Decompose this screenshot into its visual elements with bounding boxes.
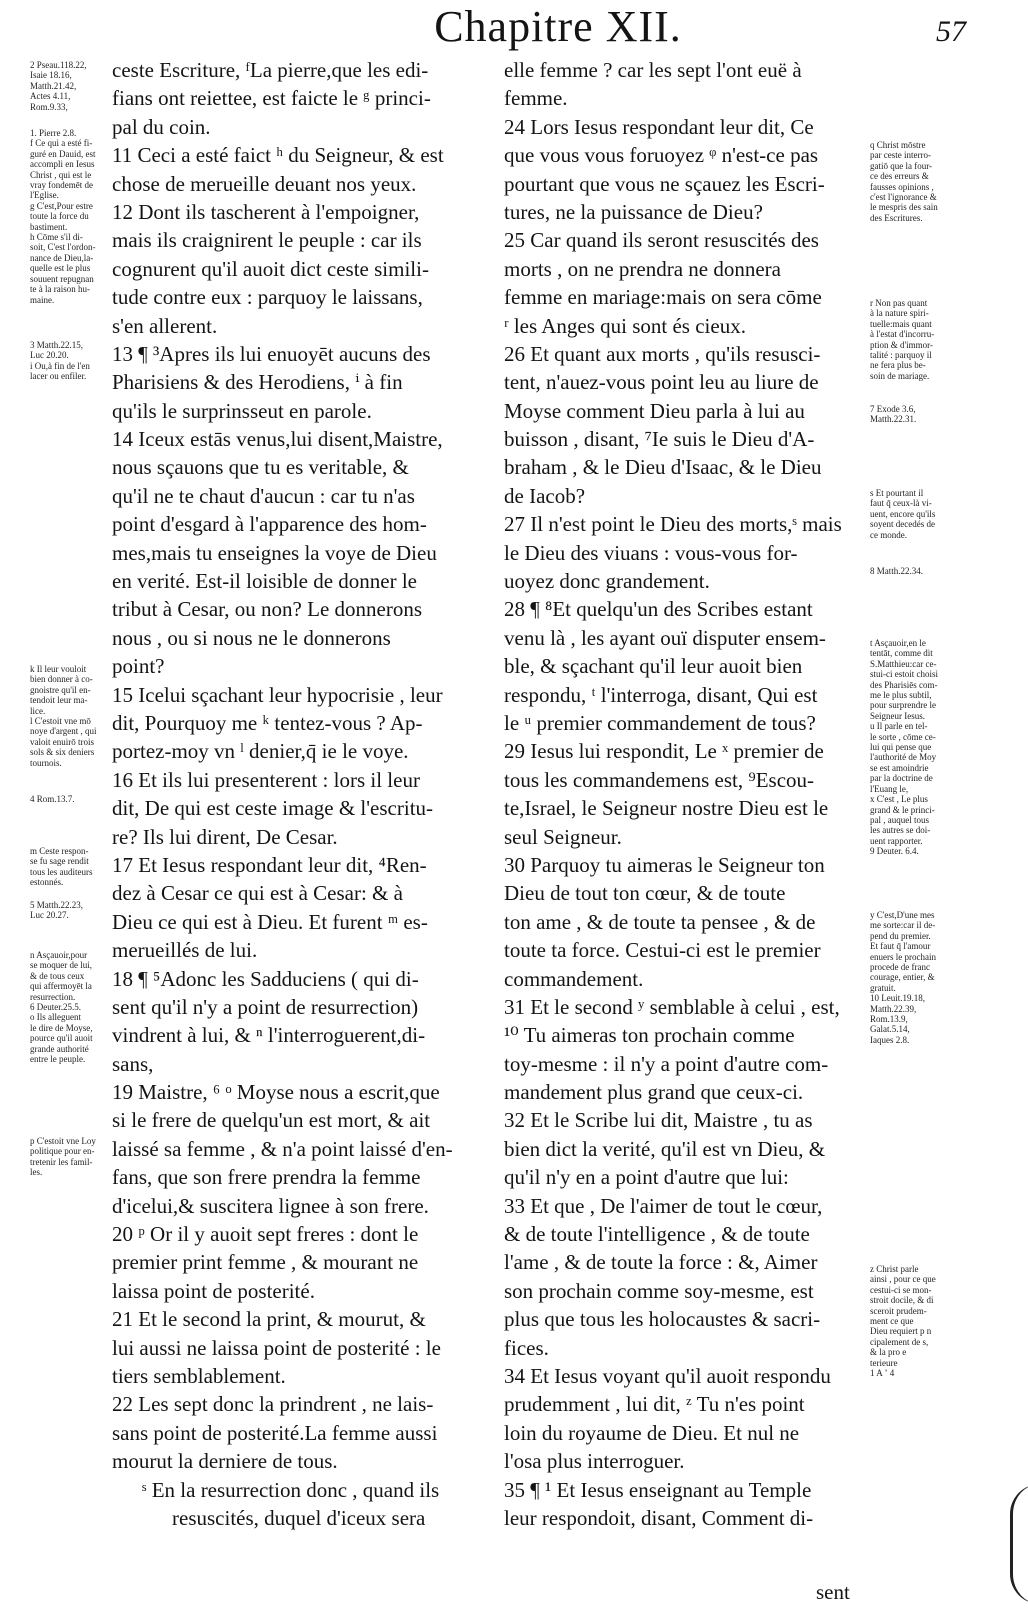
text-line: 16 Et ils lui presenterent : lors il leur [112, 767, 420, 792]
margin-note: n Asçauoir,pour se moquer de lui, & de tous ceux qui affermoyēt la resurrection. 6 Deuter.25.5. o Ils alleguent le dire de Moyse, pource qu'il auoit grande authorité entre le peuple. [30, 950, 93, 1065]
margin-note: m Ceste respon- se fu sage rendit tous les auditeurs estonnés. [30, 846, 93, 888]
text-line: pourtant que vous ne sçauez les Escri- [504, 171, 825, 196]
text-line: tiers semblablement. [112, 1363, 286, 1388]
text-line: vindrent à lui, & ⁿ l'interroguerent,di- [112, 1023, 426, 1048]
text-line: 13 ¶ ³Apres ils lui enuoyēt aucuns des [112, 341, 431, 366]
text-line: 12 Dont ils tascherent à l'empoigner, [112, 199, 420, 224]
text-line: 21 Et le second la print, & mourut, & [112, 1307, 426, 1332]
text-line: sans point de posterité.La femme aussi [112, 1420, 438, 1445]
text-line: braham , & le Dieu d'Isaac, & le Dieu [504, 455, 822, 480]
margin-note: 1. Pierre 2.8. f Ce qui a esté fi- guré en Dauid, est accompli en Iesus Christ , qui est le vray fondemēt de l'Eglise. g C'est,Pour estre toute la force du bastiment. h Cōme s'il di- soit, C'est l'ordon- nance de Dieu,la- quelle est le plus souuent repugnan te à la raison hu- maine. [30, 128, 96, 305]
text-line: 19 Maistre, ⁶ ᵒ Moyse nous a escrit,que [112, 1080, 440, 1105]
text-line: dit, De qui est ceste image & l'escritu- [112, 796, 434, 821]
text-line: ble, & sçachant qu'il leur auoit bien [504, 654, 803, 679]
text-line: qu'il n'y en a point d'autre que lui: [504, 1165, 789, 1190]
text-line: 30 Parquoy tu aimeras le Seigneur ton [504, 852, 825, 877]
text-line: 17 Et Iesus respondant leur dit, ⁴Ren- [112, 852, 427, 877]
text-line: femme. [504, 86, 568, 111]
text-line: point? [112, 654, 165, 679]
margin-note: p C'estoit vne Loy politique pour en- tretenir les famil- les. [30, 1136, 96, 1178]
text-line: Pharisiens & des Herodiens, ⁱ à fin [112, 370, 403, 395]
text-line: ¹⁰ Tu aimeras ton prochain comme [504, 1023, 795, 1048]
text-line: son prochain comme soy-mesme, est [504, 1278, 814, 1303]
text-line: premier print femme , & mourant ne [112, 1250, 419, 1275]
catchword: sent [816, 1580, 850, 1604]
text-line: l'osa plus interroguer. [504, 1449, 685, 1474]
text-line: leur respondoit, disant, Comment di- [504, 1505, 814, 1530]
text-line: 29 Iesus lui respondit, Le ˣ premier de [504, 739, 824, 764]
text-line: morts , on ne prendra ne donnera [504, 256, 781, 281]
text-line: le ᵘ premier commandement de tous? [504, 710, 816, 735]
text-line: uoyez donc grandement. [504, 569, 710, 594]
text-line: nous , ou si nous ne le donnerons [112, 625, 391, 650]
text-line: 28 ¶ ⁸Et quelqu'un des Scribes estant [504, 597, 813, 622]
margin-note: t Asçauoir,en le tentāt, comme dit S.Matthieu:car ce- stui-ci estoit choisi des Pharisiēs com- me le plus subtil, pour surprendre le Seigneur Iesus. u Il parle en tel- le sorte , cōme ce- lui qui pense que l'authorité de Moy se est amoindrie par la doctrine de l'Euang le, x C'est , Le plus grand & le princi- pal , auquel tous les autres se doi- uent rapporter. 9 Deuter. 6.4. [870, 638, 938, 857]
text-line: mes,mais tu enseignes la voye de Dieu [112, 540, 437, 565]
text-line: 26 Et quant aux morts , qu'ils resusci- [504, 341, 821, 366]
text-line: qu'ils le surprinsseut en parole. [112, 398, 372, 423]
text-line: ton ame , & de toute ta pensee , & de [504, 909, 816, 934]
margin-note: 2 Pseau.118.22, Isaie 18.16, Matth.21.42, Actes 4.11, Rom.9.33, [30, 60, 87, 112]
text-line: merueillés de lui. [112, 938, 258, 963]
text-line: commandement. [504, 966, 644, 991]
margin-note: r Non pas quant à la nature spiri- tuelle:mais quant à l'estat d'incorru- ption & d'immor- talité : parquoy il ne fera plus be- soin de mariage. [870, 298, 935, 381]
text-line: laissé sa femme , & n'a point laissé d'en- [112, 1136, 453, 1161]
text-line: Moyse comment Dieu parla à lui au [504, 398, 805, 423]
margin-note: k Il leur vouloit bien donner à co- gnoistre qu'il en- tendoit leur ma- lice. l C'estoit vne mō noye d'argent , qui valoit enuirō trois sols & six deniers tournois. [30, 664, 97, 768]
text-line: d'icelui,& suscitera lignee à son frere. [112, 1193, 429, 1218]
page-edge-mark [1010, 1484, 1028, 1604]
text-line: resuscités, duquel d'iceux sera [172, 1505, 426, 1530]
text-line: fices. [504, 1335, 549, 1360]
text-line: Dieu ce qui est à Dieu. Et furent ᵐ es- [112, 909, 428, 934]
text-line: 32 Et le Scribe lui dit, Maistre , tu as [504, 1108, 813, 1133]
text-line: chose de merueille deuant nos yeux. [112, 171, 417, 196]
right-text-column [504, 56, 866, 1532]
text-line: tures, ne la puissance de Dieu? [504, 199, 763, 224]
text-line: 33 Et que , De l'aimer de tout le cœur, [504, 1193, 823, 1218]
text-line: 25 Car quand ils seront resuscités des [504, 228, 819, 253]
text-line: sent qu'il n'y a point de resurrection) [112, 994, 419, 1019]
text-line: dit, Pourquoy me ᵏ tentez-vous ? Ap- [112, 710, 423, 735]
text-line: ˢ En la resurrection donc , quand ils [142, 1477, 440, 1502]
text-line: ʳ les Anges qui sont és cieux. [504, 313, 746, 338]
page-number: 57 [936, 15, 966, 48]
text-line: 20 ᵖ Or il y auoit sept freres : dont le [112, 1222, 419, 1247]
text-line: si le frere de quelqu'un est mort, & ait [112, 1108, 431, 1133]
text-line: femme en mariage:mais on sera cōme [504, 285, 822, 310]
text-line: & de toute l'intelligence , & de toute [504, 1222, 810, 1247]
text-line: dez à Cesar ce qui est à Cesar: & à [112, 881, 403, 906]
text-line: te,Israel, le Seigneur nostre Dieu est le [504, 796, 829, 821]
text-line: 34 Et Iesus voyant qu'il auoit respondu [504, 1363, 831, 1388]
text-line: 18 ¶ ⁵Adonc les Sadduciens ( qui di- [112, 966, 419, 991]
text-line: mais ils craignirent le peuple : car ils [112, 228, 422, 253]
text-line: laissa point de posterité. [112, 1278, 315, 1303]
chapter-title: Chapitre XII. [434, 2, 682, 51]
text-line: 27 Il n'est point le Dieu des morts,ˢ mais [504, 512, 842, 537]
text-line: re? Ils lui dirent, De Cesar. [112, 824, 338, 849]
left-text-column [112, 56, 497, 1532]
text-line: pal du coin. [112, 114, 211, 139]
text-line: s'en allerent. [112, 313, 218, 338]
text-line: 15 Icelui sçachant leur hypocrisie , leur [112, 682, 443, 707]
text-line: point d'esgard à l'apparence des hom- [112, 512, 427, 537]
text-line: prudemment , lui dit, ᶻ Tu n'es point [504, 1392, 805, 1417]
text-line: sans, [112, 1051, 154, 1076]
text-line: mourut la derniere de tous. [112, 1449, 338, 1474]
text-line: tribut à Cesar, ou non? Le donnerons [112, 597, 422, 622]
text-line: lui aussi ne laissa point de posterité : le [112, 1335, 441, 1360]
margin-note: 4 Rom.13.7. [30, 794, 75, 804]
text-line: 11 Ceci a esté faict ʰ du Seigneur, & est [112, 143, 444, 168]
text-line: de Iacob? [504, 483, 586, 508]
text-line: l'ame , & de toute la force : &, Aimer [504, 1250, 818, 1275]
text-line: tous les commandemens est, ⁹Escou- [504, 767, 815, 792]
margin-note: 3 Matth.22.15, Luc 20.20. i Ou,à fin de l'en lacer ou enfiler. [30, 340, 90, 382]
text-line: cognurent qu'il auoit dict ceste simili- [112, 256, 429, 281]
text-line: venu là , les ayant ouï disputer ensem- [504, 625, 826, 650]
margin-note: 8 Matth.22.34. [870, 566, 923, 576]
text-line: respondu, ᵗ l'interroga, disant, Qui est [504, 682, 818, 707]
text-line: loin du royaume de Dieu. Et nul ne [504, 1420, 800, 1445]
margin-note: 7 Exode 3.6, Matth.22.31. [870, 404, 917, 425]
margin-note: 5 Matth.22.23, Luc 20.27. [30, 900, 83, 921]
text-line: tent, n'auez-vous point leu au liure de [504, 370, 819, 395]
text-line: fans, que son frere prendra la femme [112, 1165, 421, 1190]
text-line: que vous vous foruoyez ᵠ n'est-ce pas [504, 143, 819, 168]
text-line: toute ta force. Cestui-ci est le premier [504, 938, 821, 963]
text-line: portez-moy vn ˡ denier,q̄ ie le voye. [112, 739, 409, 764]
margin-note: s Et pourtant il faut q̄ ceux-là vi- uent, encore qu'ils soyent decedés de ce monde. [870, 488, 936, 540]
margin-note: z Christ parle ainsi , pour ce que cestui-ci se mon- stroit docile, & di sceroit prudem- ment ce que Dieu requiert p n cipalement de s, & la pro e terieure 1 A ʼ 4 [870, 1264, 936, 1379]
text-line: qu'il ne te chaut d'aucun : car tu n'as [112, 483, 415, 508]
text-line: fians ont reiettee, est faicte le ᵍ princi- [112, 86, 431, 111]
text-line: Dieu de tout ton cœur, & de toute [504, 881, 786, 906]
text-line: nous sçauons que tu es veritable, & [112, 455, 409, 480]
text-line: plus que tous les holocaustes & sacri- [504, 1307, 821, 1332]
text-line: bien dict la verité, qu'il est vn Dieu, & [504, 1136, 826, 1161]
margin-note: q Christ mōstre par ceste interro- gatiō que la four- ce des erreurs & fausses opinions , c'est l'ignorance & le mespris des sain des Escritures. [870, 140, 938, 223]
text-line: 14 Iceux estās venus,lui disent,Maistre, [112, 427, 443, 452]
text-line: 22 Les sept donc la prindrent , ne lais- [112, 1392, 434, 1417]
text-line: le Dieu des viuans : vous-vous for- [504, 540, 798, 565]
text-line: mandement plus grand que ceux-ci. [504, 1080, 804, 1105]
text-line: buisson , disant, ⁷Ie suis le Dieu d'A- [504, 427, 815, 452]
text-line: elle femme ? car les sept l'ont euë à [504, 58, 802, 82]
margin-note: y C'est,D'une mes me sorte:car il de- pend du premier. Et faut q̄ l'amour enuers le prochain procede de franc courage, entier, & gratuit. 10 Leuit.19.18, Matth.22.39, Rom.13.9, Galat.5.14, Iaques 2.8. [870, 910, 936, 1045]
text-line: en verité. Est-il loisible de donner le [112, 569, 417, 594]
text-line: 35 ¶ ¹ Et Iesus enseignant au Temple [504, 1477, 812, 1502]
text-line: ceste Escriture, ᶠLa pierre,que les edi- [112, 58, 429, 82]
text-line: 24 Lors Iesus respondant leur dit, Ce [504, 114, 814, 139]
text-line: seul Seigneur. [504, 824, 622, 849]
text-line: tude contre eux : parquoy le laissans, [112, 285, 423, 310]
text-line: toy-mesme : il n'y a point d'autre com- [504, 1051, 829, 1076]
text-line: 31 Et le second ʸ semblable à celui , est, [504, 994, 840, 1019]
